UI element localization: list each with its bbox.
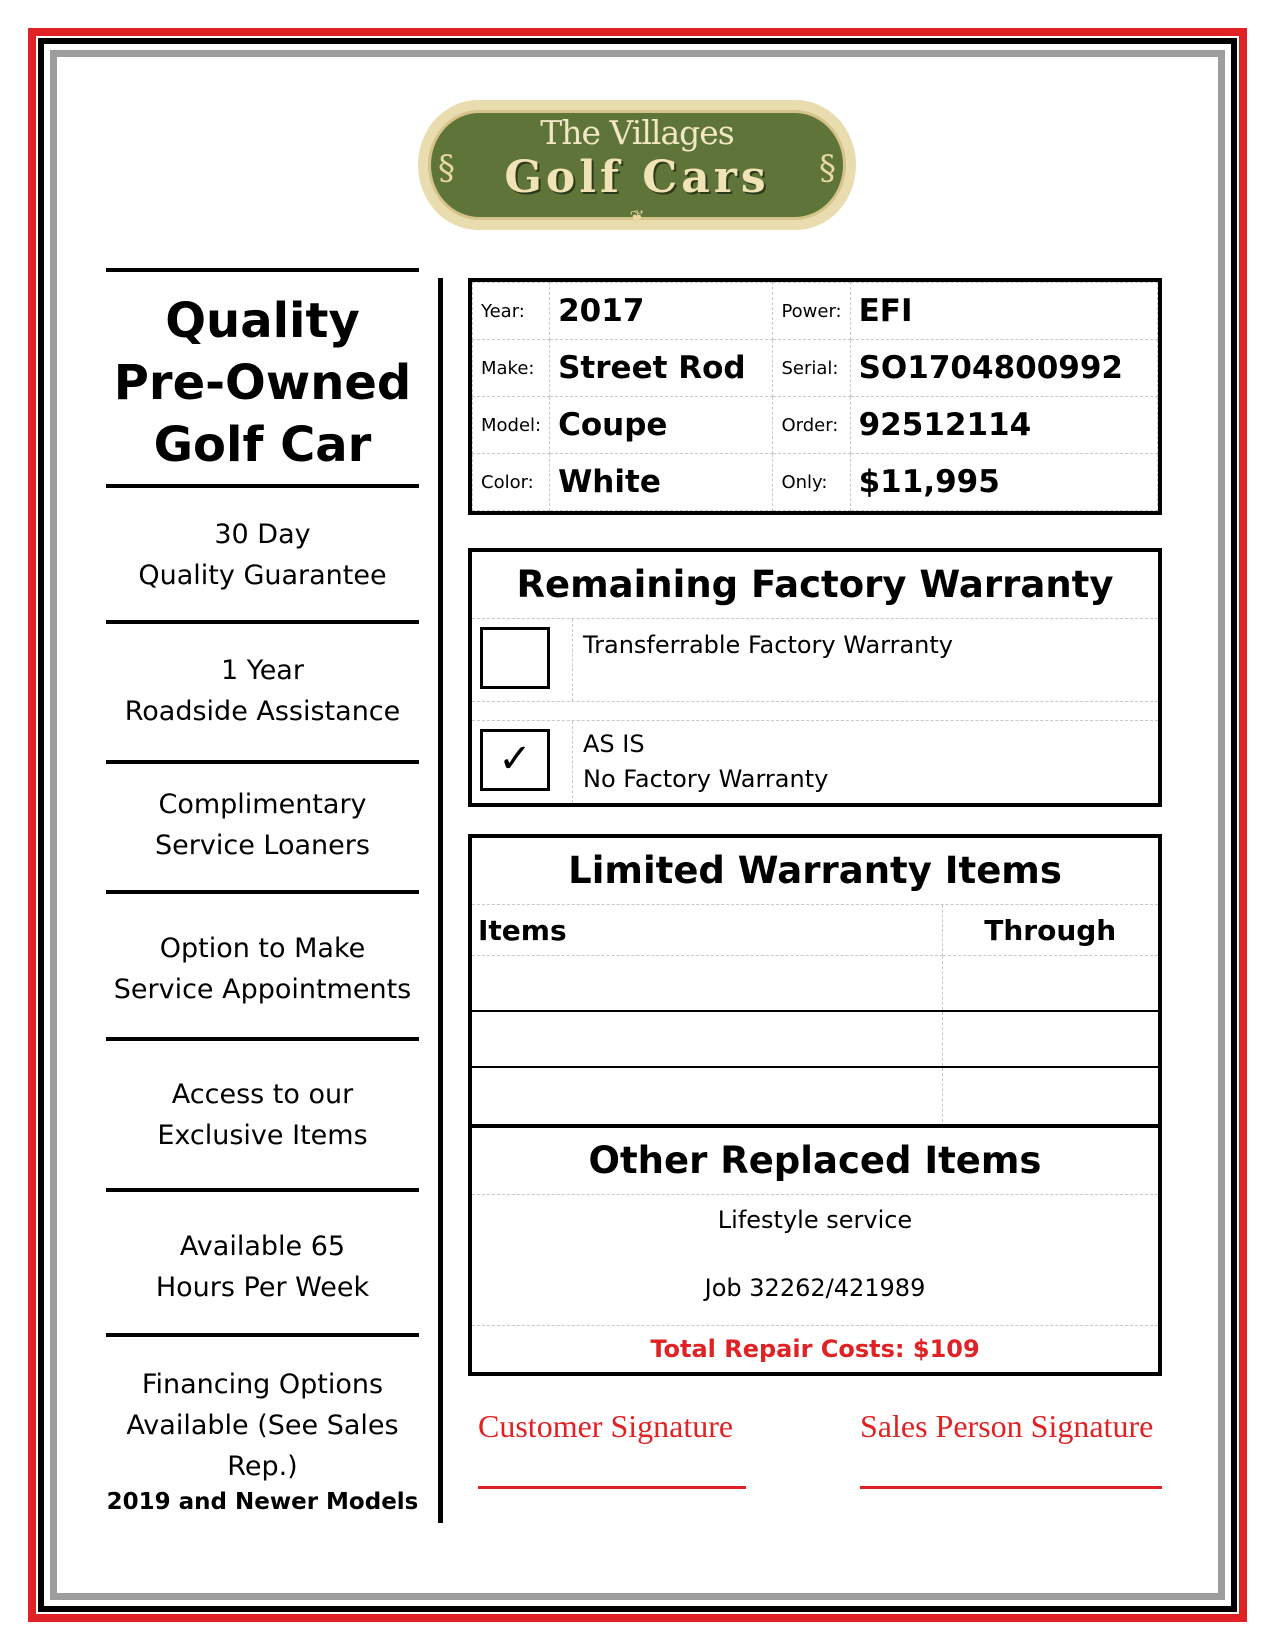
divider: [106, 760, 419, 764]
serial-label: Serial:: [773, 340, 850, 397]
divider: [106, 890, 419, 894]
transferrable-label: Transferrable Factory Warranty: [583, 631, 953, 659]
model-value: Coupe: [550, 397, 773, 454]
ornament-left-icon: §: [438, 148, 455, 188]
feature-financing-options: Financing Options Available (See Sales Rep.) 2019 and Newer Models: [90, 1364, 435, 1517]
sales-signature-line[interactable]: [860, 1486, 1162, 1489]
feature-service-loaners: Complimentary Service Loaners: [155, 789, 370, 861]
sales-signature-label: Sales Person Signature: [860, 1408, 1154, 1444]
model-label: Model:: [473, 397, 550, 454]
table-row: [472, 1011, 1158, 1067]
limited-warranty-table: [472, 905, 1158, 1122]
as-is-checkbox[interactable]: [480, 729, 550, 791]
vehicle-info-table: [472, 282, 1158, 511]
divider: [106, 484, 419, 488]
divider: [106, 1037, 419, 1041]
color-label: Color:: [473, 454, 550, 511]
items-column-header: Items: [472, 905, 942, 956]
limited-warranty-title: Limited Warranty Items: [472, 838, 1158, 905]
warranty-option-transferrable: [472, 619, 1158, 702]
as-is-label: AS IS No Factory Warranty: [583, 730, 829, 793]
ornament-right-icon: §: [819, 148, 836, 188]
other-replaced-body: [472, 1203, 1158, 1326]
villages-golf-cars-logo: [418, 100, 856, 230]
year-label: Year:: [473, 283, 550, 340]
year-value: 2017: [550, 283, 773, 340]
logo-line1: The Villages: [540, 113, 734, 152]
customer-signature-label: Customer Signature: [478, 1408, 734, 1444]
feature-quality-guarantee: 30 Day Quality Guarantee: [138, 519, 387, 591]
order-label: Order:: [773, 397, 850, 454]
divider: [106, 268, 419, 272]
feature-exclusive-items: Access to our Exclusive Items: [157, 1079, 368, 1151]
divider: [106, 1333, 419, 1337]
column-divider: [438, 278, 443, 1523]
table-row: [472, 956, 1158, 1012]
other-replaced-title: Other Replaced Items: [472, 1128, 1158, 1195]
other-replaced-line2: Job 32262/421989: [704, 1274, 926, 1302]
order-value: 92512114: [850, 397, 1157, 454]
make-value: Street Rod: [550, 340, 773, 397]
financing-note: 2019 and Newer Models: [106, 1489, 419, 1515]
factory-warranty-title: Remaining Factory Warranty: [472, 552, 1158, 619]
page-title: Quality Pre-Owned Golf Car: [113, 293, 412, 473]
through-column-header: Through: [942, 905, 1158, 956]
factory-warranty-box: [468, 548, 1162, 807]
power-label: Power:: [773, 283, 850, 340]
price-value: $11,995: [850, 454, 1157, 511]
divider: [106, 1188, 419, 1192]
make-label: Make:: [473, 340, 550, 397]
only-label: Only:: [773, 454, 850, 511]
feature-roadside-assistance: 1 Year Roadside Assistance: [124, 655, 401, 727]
vehicle-info-box: [468, 278, 1162, 515]
feature-available-hours: Available 65 Hours Per Week: [155, 1231, 370, 1303]
logo-line2: Golf Cars: [504, 152, 770, 203]
check-mark-icon: ✓: [498, 736, 532, 782]
customer-signature-line[interactable]: [478, 1486, 746, 1489]
transferrable-checkbox[interactable]: [480, 627, 550, 689]
limited-warranty-box: [468, 834, 1162, 1134]
other-replaced-box: [468, 1124, 1162, 1376]
serial-value: SO1704800992: [850, 340, 1157, 397]
power-value: EFI: [850, 283, 1157, 340]
table-row: [472, 1067, 1158, 1122]
other-replaced-line1: Lifestyle service: [717, 1206, 913, 1234]
color-value: White: [550, 454, 773, 511]
feature-service-appointments: Option to Make Service Appointments: [113, 933, 412, 1005]
divider: [106, 620, 419, 624]
warranty-option-as-is: [472, 720, 1158, 803]
total-repair-costs: Total Repair Costs: $109: [650, 1335, 980, 1363]
ornament-bottom-icon: ❦: [629, 207, 645, 228]
